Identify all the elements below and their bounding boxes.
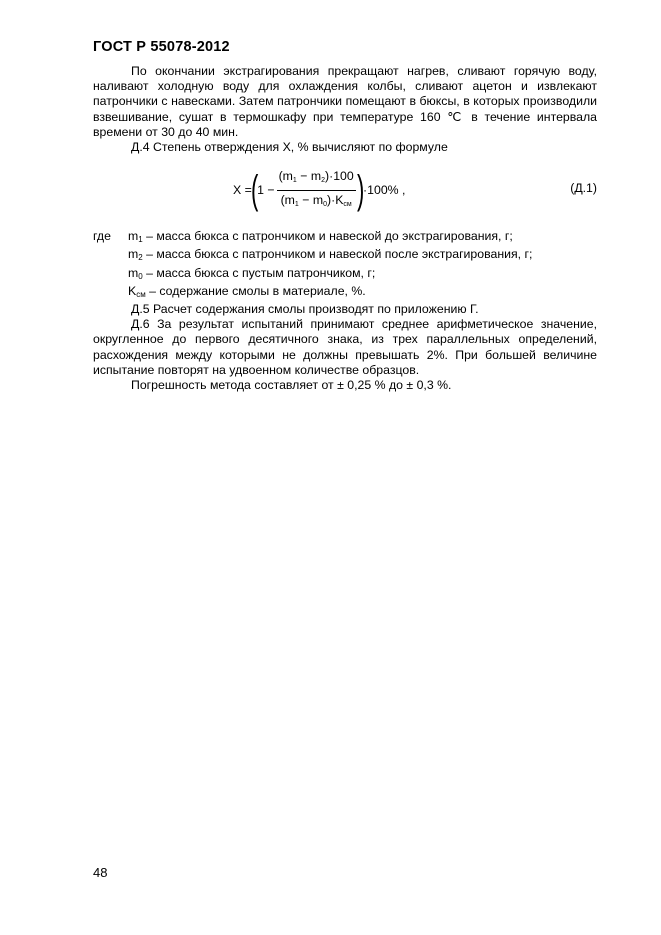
def-symbol: m xyxy=(128,247,139,262)
paragraph-d4: Д.4 Степень отверждения X, % вычисляют по формуле xyxy=(131,140,448,155)
def-symbol: m xyxy=(128,265,139,280)
def-sub: 2 xyxy=(138,253,143,263)
formula-close-paren: ) xyxy=(356,168,365,213)
def-sub: см xyxy=(136,289,146,299)
formula-denominator xyxy=(279,191,354,212)
formula-expression xyxy=(233,163,405,217)
den-open: (m xyxy=(280,192,295,207)
def-symbol: K xyxy=(128,283,137,298)
paragraph-d6: Д.6 За результат испытаний принимают среднее арифметическое значение, округленное до первого десятичного знака, из трех параллельных определений, расхождения между которыми не должны превышать 2%. При большей величине испытание повторят на удвоенном количестве образцов. xyxy=(93,317,597,377)
def-text: – содержание смолы в материале, %. xyxy=(145,283,366,298)
def-text: – масса бюкса с патрончиком и навеской после экстрагирования, г; xyxy=(142,247,533,262)
document-header: ГОСТ Р 55078-2012 xyxy=(93,39,230,55)
formula-number: (Д.1) xyxy=(570,181,597,196)
formula-tail: ·100% , xyxy=(363,182,406,197)
den-sub3: см xyxy=(343,200,352,208)
document-body xyxy=(93,64,597,393)
formula-numerator xyxy=(277,169,356,191)
def-sub: 1 xyxy=(138,235,143,245)
num-close: )·100 xyxy=(325,168,354,183)
def-symbol: m xyxy=(128,229,139,244)
definitions-list xyxy=(93,229,597,302)
paragraph-d5: Д.5 Расчет содержания смолы производят по приложению Г. xyxy=(131,302,479,317)
page-number: 48 xyxy=(93,865,108,880)
num-sub2: 2 xyxy=(321,176,325,184)
paragraph-method-error: Погрешность метода составляет от ± 0,25 % до ± 0,3 %. xyxy=(131,378,452,393)
def-sub: 0 xyxy=(138,271,143,281)
definition-ksm xyxy=(93,284,597,302)
den-close: )·K xyxy=(327,192,344,207)
def-text: – масса бюкса с патрончиком и навеской до экстрагирования, г; xyxy=(142,229,513,244)
formula-d1 xyxy=(93,163,597,217)
num-sub1: 1 xyxy=(292,176,297,184)
where-label: где xyxy=(93,229,111,244)
den-sub2: 0 xyxy=(323,200,327,208)
num-open: (m xyxy=(278,168,293,183)
formula-lhs: X = xyxy=(233,182,252,197)
def-text: – масса бюкса с пустым патрончиком, г; xyxy=(142,265,376,280)
num-minus: − m xyxy=(296,168,322,183)
formula-open-paren: ( xyxy=(250,168,259,213)
definition-m1 xyxy=(93,229,597,247)
formula-one-minus: 1 − xyxy=(257,182,275,197)
paragraph-extraction-end: По окончании экстрагирования прекращают нагрев, сливают горячую воду, наливают холодную воду для охлаждения колбы, сливают ацетон и извлекают патрончики с навесками. Затем патрончики помещают в бюксы, в которых производили взвешивание, сушат в термошкафу при температуре 160 ℃ в течение интервала времени от 30 до 40 мин. xyxy=(93,64,597,139)
den-minus: − m xyxy=(298,192,324,207)
formula-fraction xyxy=(277,169,356,212)
den-sub1: 1 xyxy=(294,200,299,208)
definition-m2 xyxy=(93,247,597,265)
definition-m0 xyxy=(93,266,597,284)
